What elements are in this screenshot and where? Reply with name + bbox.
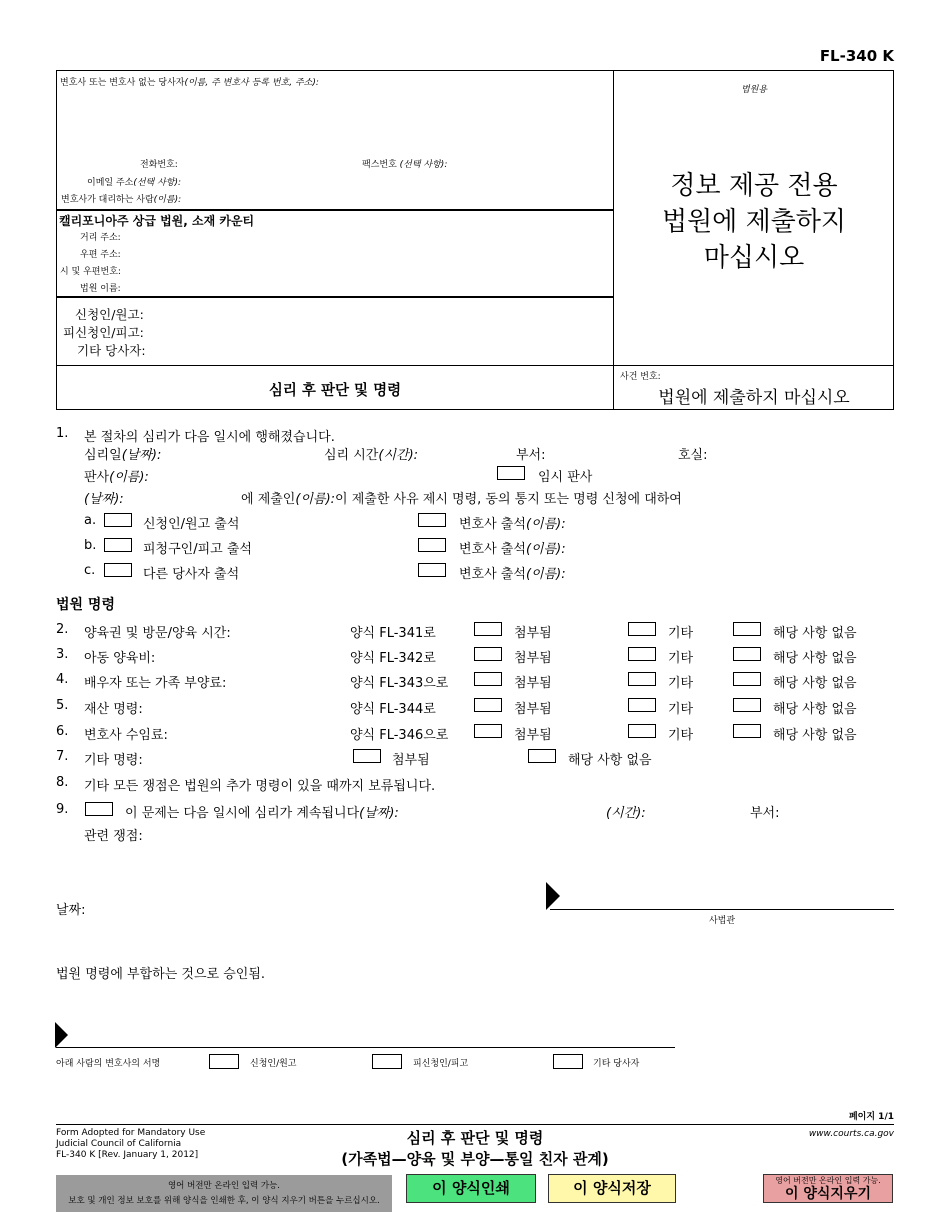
order-na-label: 해당 사항 없음 xyxy=(773,676,857,691)
other-orders-attached-checkbox[interactable] xyxy=(353,749,381,763)
save-form-button[interactable]: 이 양식저장 xyxy=(548,1174,676,1203)
order-attached-label: 첨부됨 xyxy=(514,676,552,691)
respondent-label: 피신청인/피고: xyxy=(63,325,144,340)
respondent-attorney-label: 변호사 출석(이름): xyxy=(459,542,566,557)
row-c-letter: c. xyxy=(84,563,96,578)
order-row-number: 3. xyxy=(56,647,69,662)
attorney-signature-line[interactable] xyxy=(56,1047,675,1048)
filed-by-text: 에 제출인(이름):이 제출한 사유 제시 명령, 동의 통지 또는 명령 신청에 대하여 xyxy=(241,492,682,507)
order-row-label: 재산 명령: xyxy=(84,702,143,717)
continue-hearing-checkbox[interactable] xyxy=(85,802,113,816)
petitioner-attorney-checkbox[interactable] xyxy=(418,513,446,527)
judge-label: 판사(이름): xyxy=(84,470,149,485)
footer-title: 심리 후 판단 및 명령 (가족법—양육 및 부양—통일 친자 관계) xyxy=(341,1129,609,1168)
item-9-number: 9. xyxy=(56,802,69,817)
order-row-form: 양식 FL-342로 xyxy=(350,651,436,666)
other-attorney-checkbox[interactable] xyxy=(418,563,446,577)
info-only-notice: 정보 제공 전용 법원에 제출하지 마십시오 xyxy=(661,171,847,273)
online-notice-line1: 영어 버전만 온라인 입력 가능. xyxy=(167,1181,281,1191)
sig-other-label: 기타 당사자 xyxy=(593,1059,640,1069)
page-number: 페이지 1/1 xyxy=(848,1112,894,1122)
item-9-dept: 부서: xyxy=(750,806,780,821)
temp-judge-label: 임시 판사 xyxy=(538,470,593,485)
other-orders-attached-label: 첨부됨 xyxy=(392,753,430,768)
item-9-time: (시간): xyxy=(606,806,646,821)
orders-heading: 법원 명령 xyxy=(56,597,115,613)
order-other-checkbox[interactable] xyxy=(628,672,656,686)
item-7-number: 7. xyxy=(56,749,69,764)
order-attached-checkbox[interactable] xyxy=(474,647,502,661)
form-code: FL-340 K xyxy=(819,47,894,65)
order-attached-checkbox[interactable] xyxy=(474,622,502,636)
item-1-number: 1. xyxy=(56,426,69,441)
case-number-value: 법원에 제출하지 마십시오 xyxy=(658,388,850,408)
order-attached-checkbox[interactable] xyxy=(474,672,502,686)
signature-date-label: 날짜: xyxy=(56,903,86,918)
order-row-number: 2. xyxy=(56,622,69,637)
branch-label: 법원 이름: xyxy=(80,284,121,294)
order-na-checkbox[interactable] xyxy=(733,647,761,661)
order-attached-label: 첨부됨 xyxy=(514,728,552,743)
order-row-number: 6. xyxy=(56,724,69,739)
respondent-present-label: 피청구인/피고 출석 xyxy=(143,542,252,557)
order-other-checkbox[interactable] xyxy=(628,622,656,636)
order-na-label: 해당 사항 없음 xyxy=(773,702,857,717)
order-row-label: 변호사 수임료: xyxy=(84,728,168,743)
order-row-form: 양식 FL-341로 xyxy=(350,626,436,641)
other-attorney-label: 변호사 출석(이름): xyxy=(459,567,566,582)
respondent-attorney-checkbox[interactable] xyxy=(418,538,446,552)
other-party-present-checkbox[interactable] xyxy=(104,563,132,577)
order-other-label: 기타 xyxy=(668,626,694,641)
row-b-letter: b. xyxy=(84,538,97,553)
online-notice-panel xyxy=(56,1175,392,1212)
respondent-present-checkbox[interactable] xyxy=(104,538,132,552)
order-row-form: 양식 FL-344로 xyxy=(350,702,436,717)
row-a-letter: a. xyxy=(84,513,97,528)
clear-form-button[interactable] xyxy=(763,1174,893,1203)
court-header: 캘리포니아주 상급 법원, 소재 카운티 xyxy=(59,214,255,228)
order-row-number: 5. xyxy=(56,698,69,713)
arrow-icon xyxy=(546,882,562,910)
order-row-label: 배우자 또는 가족 부양료: xyxy=(84,676,227,691)
order-other-checkbox[interactable] xyxy=(628,647,656,661)
temp-judge-checkbox[interactable] xyxy=(497,466,525,480)
item-8-text: 기타 모든 쟁점은 법원의 추가 명령이 있을 때까지 보류됩니다. xyxy=(84,779,436,794)
hearing-date-label: 심리일(날짜): xyxy=(84,448,162,463)
order-attached-label: 첨부됨 xyxy=(514,702,552,717)
fax-label: 팩스번호 (선택 사항): xyxy=(362,160,448,170)
filed-date-label: (날짜): xyxy=(84,492,124,507)
order-na-checkbox[interactable] xyxy=(733,622,761,636)
room-label: 호실: xyxy=(678,448,708,463)
item-1-intro: 본 절차의 심리가 다음 일시에 행해졌습니다. xyxy=(84,430,335,445)
order-attached-checkbox[interactable] xyxy=(474,724,502,738)
other-orders-na-checkbox[interactable] xyxy=(528,749,556,763)
court-use-label: 법원용 xyxy=(740,85,768,95)
order-row-form: 양식 FL-346으로 xyxy=(350,728,449,743)
case-number-label: 사건 번호: xyxy=(620,372,661,382)
order-other-label: 기타 xyxy=(668,702,694,717)
online-notice-line2: 보호 및 개인 정보 보호를 위해 양식을 인쇄한 후, 이 양식 지우기 버튼을 누르십시오. xyxy=(68,1196,380,1206)
clear-form-note: 영어 버전만 온라인 입력 가능. xyxy=(775,1176,881,1185)
form-title: 심리 후 판단 및 명령 xyxy=(268,383,402,399)
order-other-checkbox[interactable] xyxy=(628,724,656,738)
item-9-issues: 관련 쟁점: xyxy=(84,829,143,844)
order-other-label: 기타 xyxy=(668,728,694,743)
other-party-label: 기타 당사자: xyxy=(77,343,146,358)
petitioner-present-label: 신청인/원고 출석 xyxy=(143,517,240,532)
order-na-label: 해당 사항 없음 xyxy=(773,651,857,666)
item-7-label: 기타 명령: xyxy=(84,753,143,768)
item-8-number: 8. xyxy=(56,775,69,790)
attorney-for-label: 변호사가 대리하는 사람(이름): xyxy=(61,195,182,205)
judge-signature-label: 사법관 xyxy=(708,916,736,926)
attorney-signature-label: 아래 사람의 변호사의 서명 xyxy=(56,1059,161,1069)
city-zip-label: 시 및 우편번호: xyxy=(60,267,121,277)
other-party-present-label: 다른 당사자 출석 xyxy=(143,567,240,582)
order-other-label: 기타 xyxy=(668,651,694,666)
adopted-notice: Form Adopted for Mandatory Use Judicial Council of California FL-340 K [Rev. January 1, 2012] xyxy=(56,1128,206,1160)
judge-signature-line[interactable] xyxy=(550,909,894,910)
dept-label: 부서: xyxy=(516,448,546,463)
order-row-number: 4. xyxy=(56,672,69,687)
sig-respondent-checkbox[interactable] xyxy=(372,1054,402,1069)
order-na-checkbox[interactable] xyxy=(733,672,761,686)
order-attached-checkbox[interactable] xyxy=(474,698,502,712)
website-link[interactable]: www.courts.ca.gov xyxy=(808,1129,894,1139)
street-label: 거리 주소: xyxy=(80,233,121,243)
sig-petitioner-checkbox[interactable] xyxy=(209,1054,239,1069)
mailing-label: 우편 주소: xyxy=(80,250,121,260)
email-label: 이메일 주소(선택 사항): xyxy=(87,178,182,188)
order-na-label: 해당 사항 없음 xyxy=(773,728,857,743)
sig-respondent-label: 피신청인/피고 xyxy=(413,1059,469,1069)
petitioner-label: 신청인/원고: xyxy=(75,307,144,322)
petitioner-present-checkbox[interactable] xyxy=(104,513,132,527)
order-na-label: 해당 사항 없음 xyxy=(773,626,857,641)
sig-other-checkbox[interactable] xyxy=(553,1054,583,1069)
order-row-label: 아동 양육비: xyxy=(84,651,156,666)
order-attached-label: 첨부됨 xyxy=(514,626,552,641)
order-row-label: 양육권 및 방문/양육 시간: xyxy=(84,626,231,641)
order-attached-label: 첨부됨 xyxy=(514,651,552,666)
print-form-button[interactable]: 이 양식인쇄 xyxy=(406,1174,536,1203)
petitioner-attorney-label: 변호사 출석(이름): xyxy=(459,517,566,532)
attorney-header: 변호사 또는 변호사 없는 당사자(이름, 주 변호사 등록 번호, 주소): xyxy=(60,78,319,88)
order-other-label: 기타 xyxy=(668,676,694,691)
item-9-text: 이 문제는 다음 일시에 심리가 계속됩니다(날짜): xyxy=(125,806,399,821)
order-na-checkbox[interactable] xyxy=(733,698,761,712)
order-other-checkbox[interactable] xyxy=(628,698,656,712)
phone-label: 전화번호: xyxy=(140,160,178,170)
sig-petitioner-label: 신청인/원고 xyxy=(250,1059,297,1069)
order-na-checkbox[interactable] xyxy=(733,724,761,738)
arrow-icon xyxy=(55,1022,71,1048)
clear-form-label: 이 양식지우기 xyxy=(784,1186,872,1202)
other-orders-na-label: 해당 사항 없음 xyxy=(568,753,652,768)
approved-text: 법원 명령에 부합하는 것으로 승인됨. xyxy=(56,967,266,982)
order-row-form: 양식 FL-343으로 xyxy=(350,676,449,691)
hearing-time-label: 심리 시간(시간): xyxy=(324,448,419,463)
